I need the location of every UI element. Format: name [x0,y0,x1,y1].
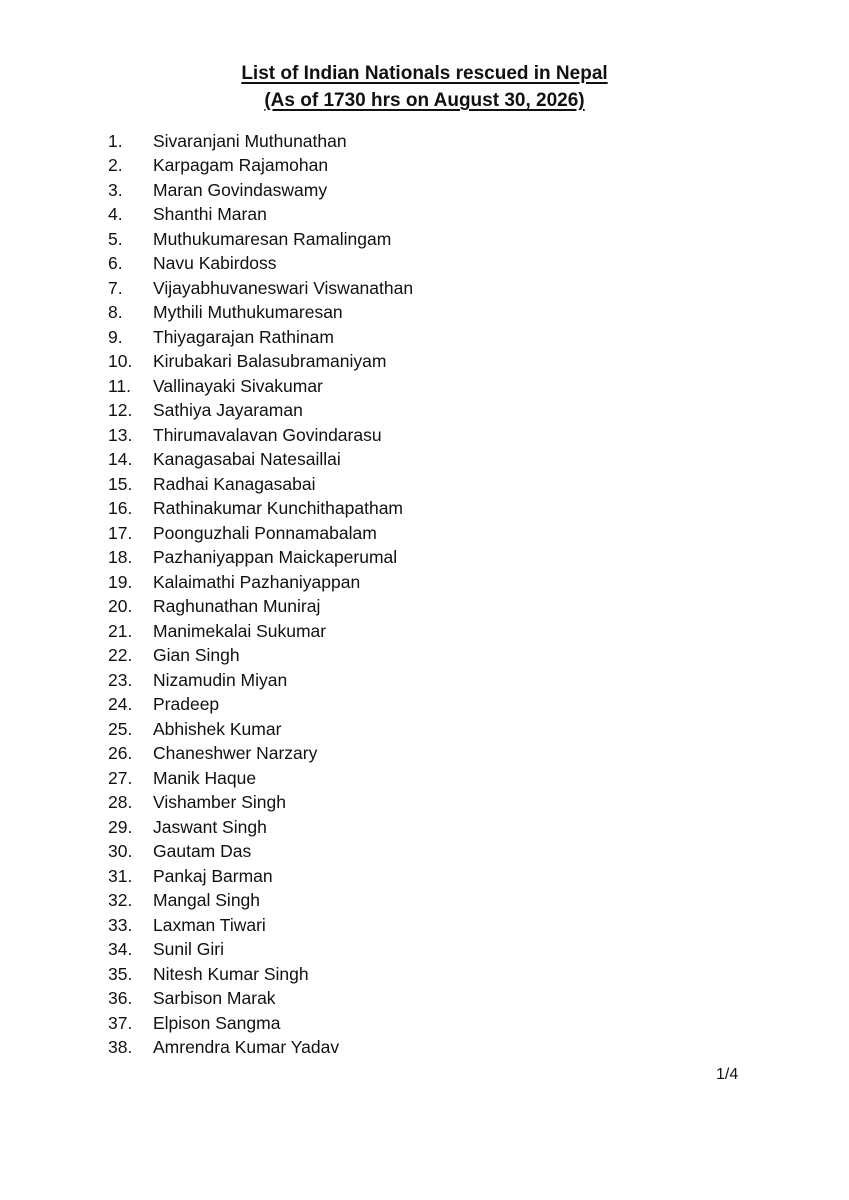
list-item [0,766,600,791]
list-item [0,1011,600,1036]
list-item-name: Kanagasabai Natesaillai [153,449,341,469]
list-item-name: Gian Singh [153,645,240,665]
list-item-name: Rathinakumar Kunchithapatham [153,498,404,518]
list-item-number: 32. [108,890,133,910]
list-item-name: Poonguzhali Ponnamabalam [153,522,377,543]
list-item-number: 37. [108,1012,133,1033]
list-item-number: 21. [108,620,133,641]
list-item-number: 11. [108,375,132,396]
list-item-number: 16. [108,498,133,518]
list-item-name: Thirumavalavan Govindarasu [153,424,382,445]
list-item-name: Jaswant Singh [153,816,267,837]
list-item-number: 14. [108,449,133,469]
list-item [0,619,600,644]
list-item-number: 35. [108,963,133,984]
list-item-name: Abhishek Kumar [153,718,282,739]
list-item [0,1035,600,1060]
list-item-name: Manimekalai Sukumar [153,620,327,641]
document-title: List of Indian Nationals rescued in Nepal [241,63,608,84]
list-item-name: Manik Haque [153,767,257,788]
list-item [0,153,600,178]
list-item-name: Laxman Tiwari [153,914,266,935]
list-item-number: 3. [108,179,123,200]
list-item-name: Nizamudin Miyan [153,669,288,690]
page-number: 1/4 [716,1066,739,1083]
list-item-number: 1. [108,130,123,151]
list-item [0,913,600,938]
list-item [0,668,600,693]
list-item-name: Kalaimathi Pazhaniyappan [153,571,361,592]
list-item [0,276,600,301]
list-item-number: 30. [108,841,133,861]
list-item [0,839,600,864]
list-item-name: Maran Govindaswamy [153,179,328,200]
list-item [0,864,600,889]
list-item [0,815,600,840]
list-item-number: 5. [108,228,123,249]
list-item [0,545,600,570]
list-item-name: Radhai Kanagasabai [153,473,316,494]
list-item-name: Navu Kabirdoss [153,253,277,273]
list-item-number: 9. [108,326,123,347]
list-item-number: 36. [108,988,133,1008]
list-item [0,692,600,717]
list-item [0,251,600,276]
list-item-name: Mythili Muthukumaresan [153,302,343,322]
list-item-name: Vijayabhuvaneswari Viswanathan [153,277,414,298]
list-item-name: Pradeep [153,694,220,714]
list-item [0,937,600,962]
list-item [0,447,600,472]
list-item-number: 13. [108,424,133,445]
list-item-name: Mangal Singh [153,890,261,910]
list-item-name: Thiyagarajan Rathinam [153,326,334,347]
list-item-number: 6. [108,253,123,273]
list-item-name: Chaneshwer Narzary [153,743,318,763]
list-item-name: Vishamber Singh [153,792,286,812]
list-item-number: 19. [108,571,133,592]
list-item-name: Pazhaniyappan Maickaperumal [153,547,398,567]
list-item-name: Sunil Giri [153,939,224,959]
list-item-name: Pankaj Barman [153,865,273,886]
list-item-number: 31. [108,865,133,886]
list-item [0,349,600,374]
list-item-name: Karpagam Rajamohan [153,155,329,175]
list-item-name: Kirubakari Balasubramaniyam [153,351,387,371]
list-item-number: 24. [108,694,133,714]
list-item-number: 29. [108,816,133,837]
list-item-number: 27. [108,767,133,788]
list-item-number: 7. [108,277,123,298]
list-item [0,741,600,766]
list-item-number: 4. [108,204,123,224]
list-item-number: 8. [108,302,123,322]
list-item-number: 28. [108,792,133,812]
list-item-name: Nitesh Kumar Singh [153,963,309,984]
list-item-name: Gautam Das [153,841,252,861]
list-item-number: 15. [108,473,133,494]
list-item [0,790,600,815]
list-item [0,594,600,619]
list-item-name: Vallinayaki Sivakumar [153,375,323,396]
list-item [0,962,600,987]
list-item-number: 33. [108,914,133,935]
list-item-number: 20. [108,596,133,616]
list-item [0,398,600,423]
list-item [0,178,600,203]
list-item-number: 22. [108,645,133,665]
list-item [0,986,600,1011]
list-item-name: Amrendra Kumar Yadav [153,1037,340,1057]
list-item-number: 26. [108,743,133,763]
list-item-name: Raghunathan Muniraj [153,596,321,616]
list-item-name: Shanthi Maran [153,204,267,224]
list-item-number: 12. [108,400,133,420]
list-item [0,717,600,742]
list-item [0,325,600,350]
list-item [0,643,600,668]
list-item [0,374,600,399]
list-item-name: Muthukumaresan Ramalingam [153,228,392,249]
list-item-number: 25. [108,718,133,739]
list-item-name: Sathiya Jayaraman [153,400,303,420]
list-item-number: 10. [108,351,133,371]
list-item [0,570,600,595]
list-item-name: Elpison Sangma [153,1012,281,1033]
list-item [0,888,600,913]
document-subtitle: (As of 1730 hrs on August 30, 2026) [264,90,585,111]
list-item [0,202,600,227]
rescued-nationals-list [0,129,600,1060]
list-item-name: Sivaranjani Muthunathan [153,130,347,151]
list-item [0,496,600,521]
list-item [0,521,600,546]
list-item [0,472,600,497]
list-item-name: Sarbison Marak [153,988,276,1008]
list-item [0,129,600,154]
list-item-number: 23. [108,669,133,690]
list-item [0,423,600,448]
list-item-number: 38. [108,1037,133,1057]
list-item-number: 18. [108,547,133,567]
list-item-number: 2. [108,155,123,175]
list-item [0,227,600,252]
list-item [0,300,600,325]
list-item-number: 34. [108,939,133,959]
list-item-number: 17. [108,522,133,543]
